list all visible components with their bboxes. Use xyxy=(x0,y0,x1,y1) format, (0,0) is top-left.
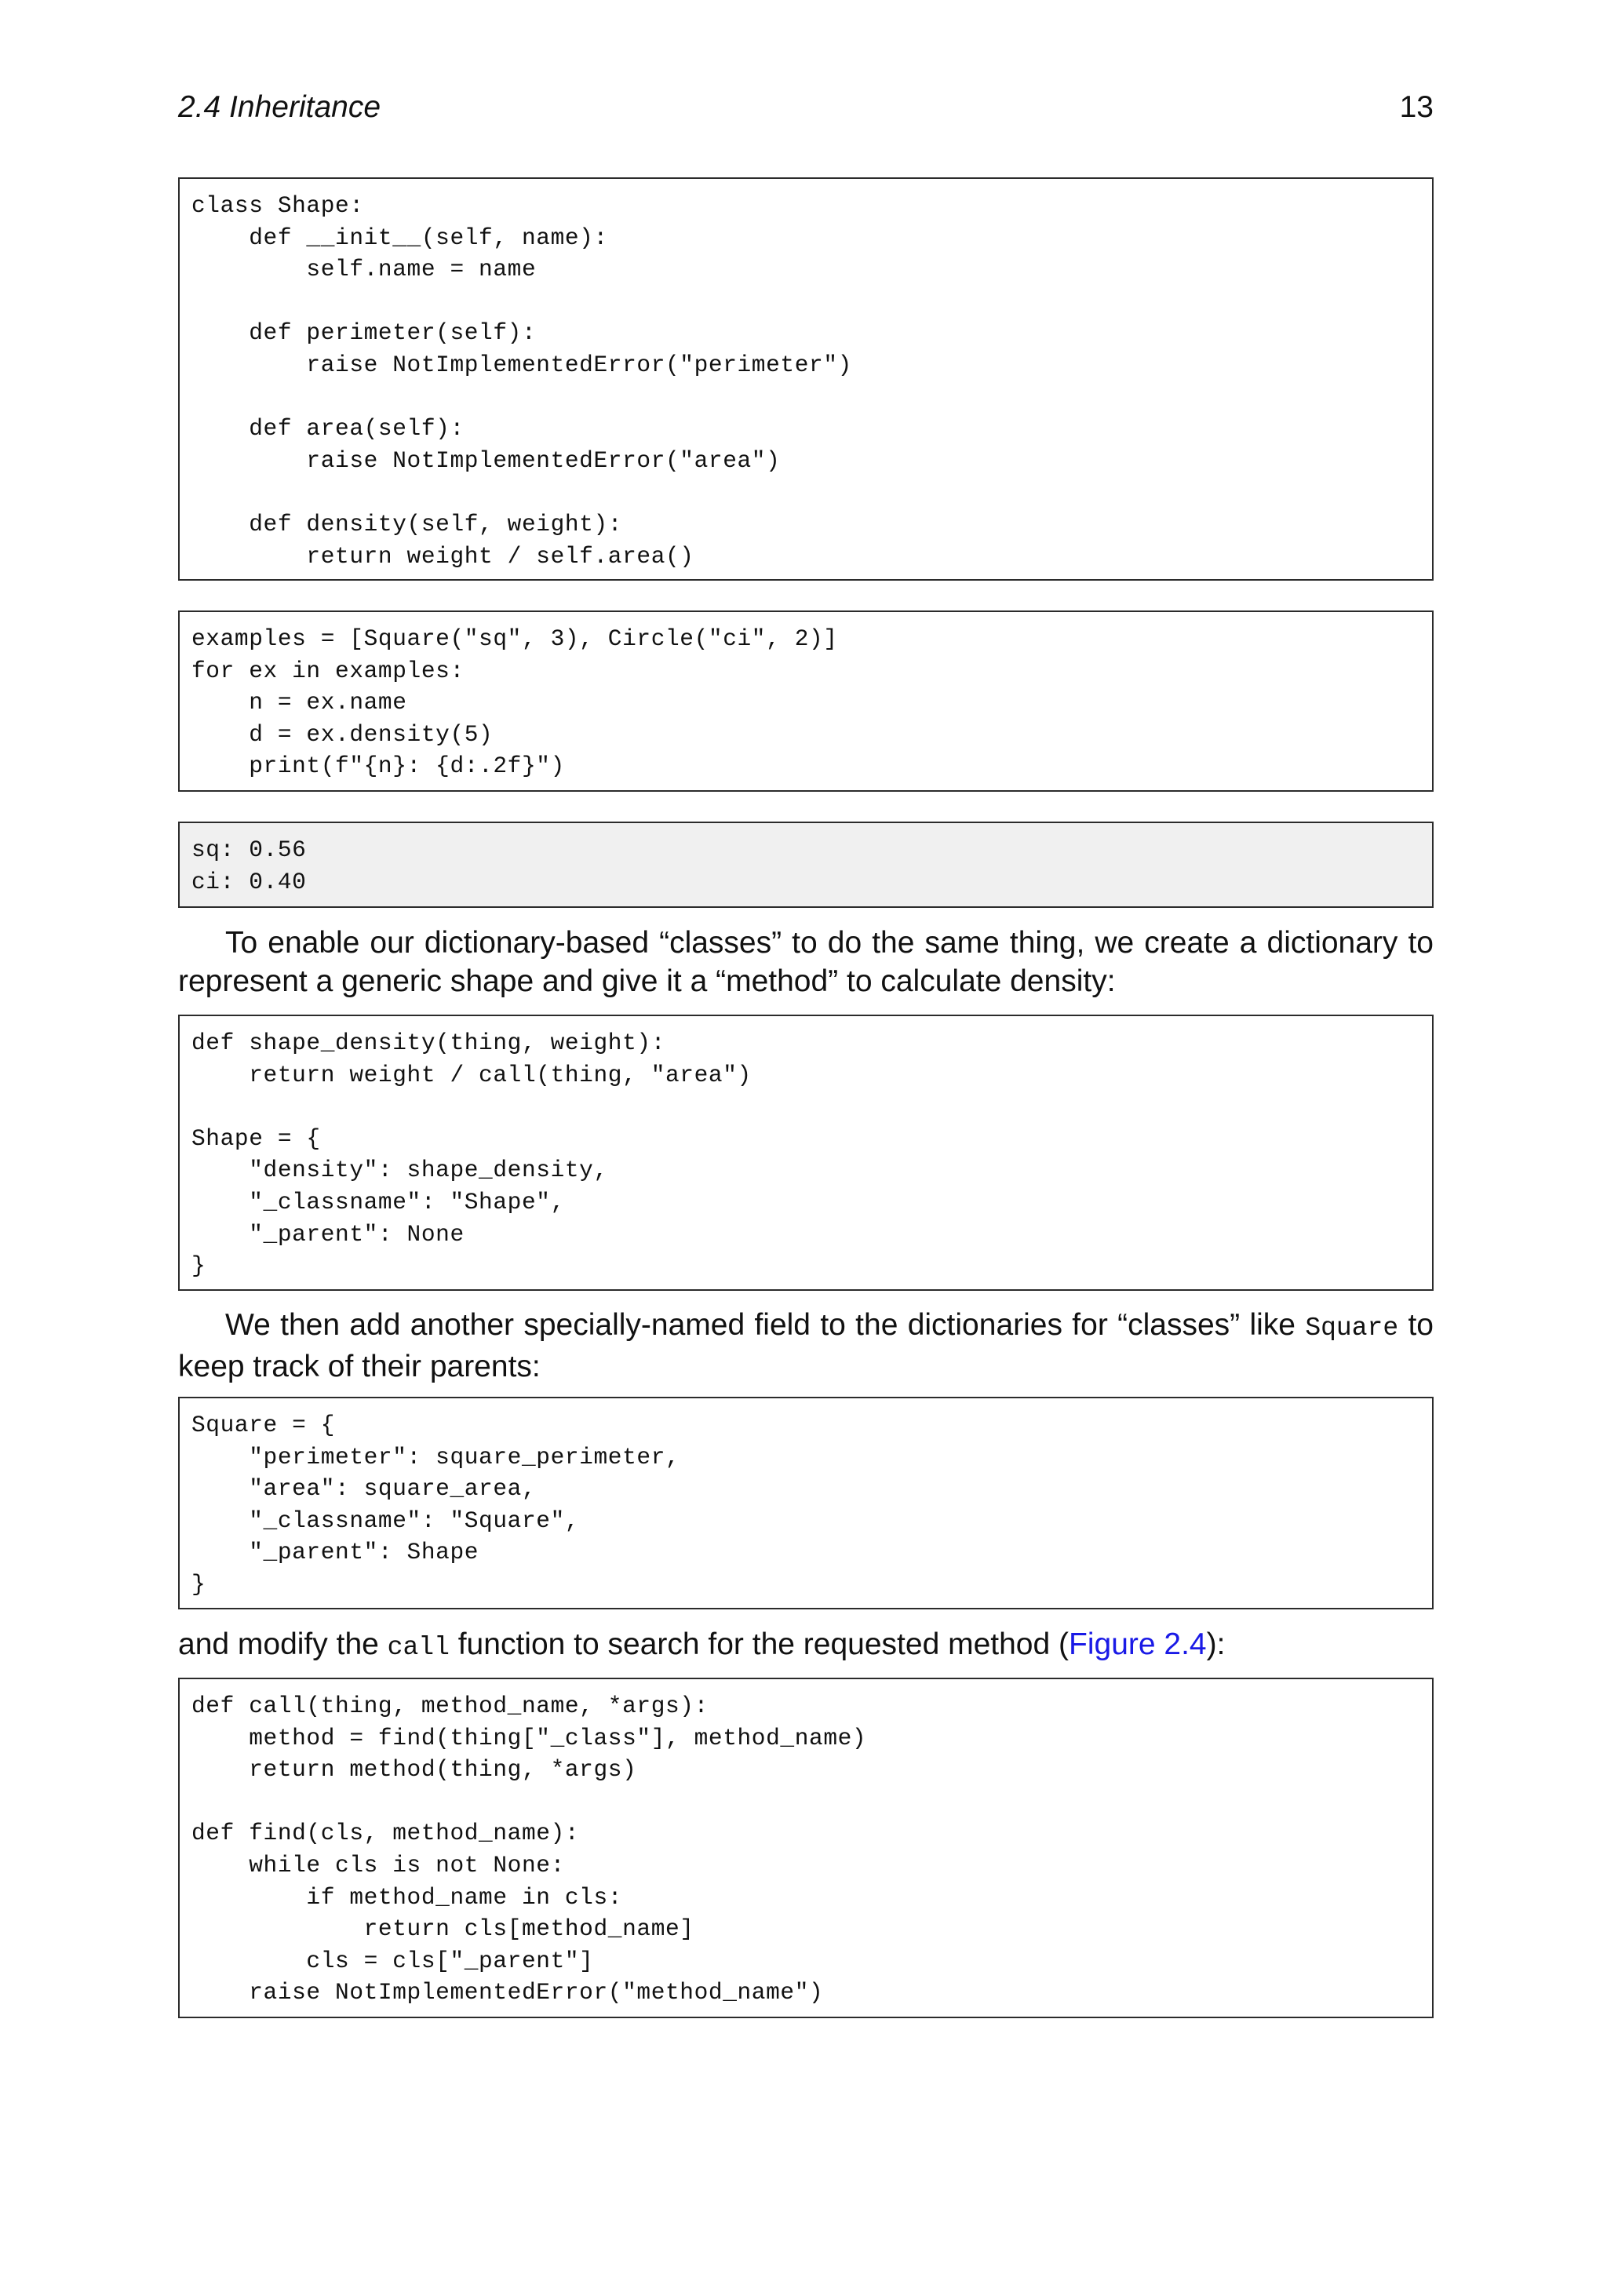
paragraph-text: We then add another specially-named field to the dictionaries for “classes” like xyxy=(225,1308,1306,1342)
paragraph-modify-call xyxy=(178,1626,1434,1667)
paragraph-text: to keep track of their parents: xyxy=(178,1308,1434,1383)
code-block-call-find: def call(thing, method_name, *args): method = find(thing["_class"], method_name) return method(thing, *args) def find(cls, method_name): while cls is not None: if method_name in cls: return cls[method_name] cls = cls["_parent"] raise NotImplementedError("method_name") xyxy=(178,1678,1434,2018)
inline-code-call: call xyxy=(387,1633,450,1662)
section-title: 2.4 Inheritance xyxy=(178,90,381,124)
paragraph-text: and modify the xyxy=(178,1627,388,1661)
paragraph-dictionary-classes xyxy=(178,924,1434,1000)
paragraph-text: ): xyxy=(1206,1627,1226,1661)
paragraph-parent-field xyxy=(178,1307,1434,1386)
page-number: 13 xyxy=(1399,90,1434,124)
inline-code-square: Square xyxy=(1305,1314,1399,1343)
paragraph-text: To enable our dictionary-based “classes” to do the same thing, we create a dictionary to represent a generic shape and give it a “method” to calculate density: xyxy=(178,926,1434,998)
code-block-square-dict: Square = { "perimeter": square_perimeter, "area": square_area, "_classname": "Square", "_parent": Shape } xyxy=(178,1397,1434,1609)
code-block-shape-dict: def shape_density(thing, weight): return weight / call(thing, "area") Shape = { "density": shape_density, "_classname": "Shape", "_parent": None } xyxy=(178,1015,1434,1291)
figure-reference-link[interactable]: Figure 2.4 xyxy=(1069,1627,1207,1661)
running-header xyxy=(178,88,1434,127)
code-block-shape-class: class Shape: def __init__(self, name): self.name = name def perimeter(self): raise NotImplementedError("perimeter") def area(self): raise NotImplementedError("area") def density(self, weight): return weight / self.area() xyxy=(178,177,1434,581)
code-block-examples: examples = [Square("sq", 3), Circle("ci", 2)] for ex in examples: n = ex.name d = ex.density(5) print(f"{n}: {d:.2f}") xyxy=(178,610,1434,792)
paragraph-text: function to search for the requested method ( xyxy=(449,1627,1070,1661)
code-output-block: sq: 0.56 ci: 0.40 xyxy=(178,822,1434,908)
